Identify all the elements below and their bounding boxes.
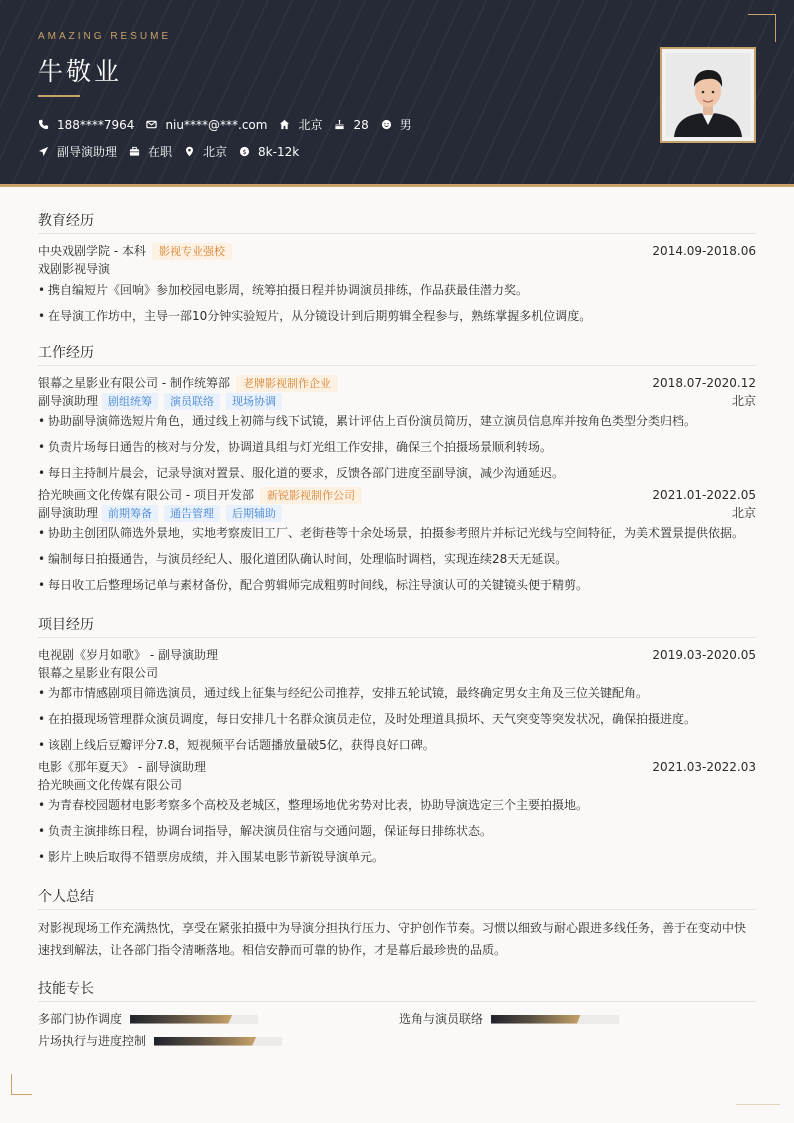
age-item xyxy=(334,118,368,132)
position-text: 副导演助理 xyxy=(57,145,118,159)
list-item: • 负责片场每日通告的核对与分发，协调道具组与灯光组工作安排，确保三个拍摄场景顺利转场。 xyxy=(38,438,756,456)
intent-city-text: 北京 xyxy=(203,145,228,159)
education-major: 戏剧影视导演 xyxy=(38,262,111,276)
project-company: 银幕之星影业有限公司 xyxy=(38,666,159,680)
skill-bar xyxy=(130,1015,258,1024)
status-item xyxy=(129,143,172,160)
job-period: 2018.07-2020.12 xyxy=(652,376,756,390)
job-company-tag: 新锐影视制作公司 xyxy=(260,487,362,504)
education-section xyxy=(38,214,756,325)
email-item xyxy=(146,118,267,132)
phone-text: 188****7964 xyxy=(57,117,135,132)
job-city: 北京 xyxy=(731,506,756,520)
list-item: • 在拍摄现场管理群众演员调度，每日安排几十名群众演员走位，及时处理道具损坏、天气突变等突发状况，确保拍摄进度。 xyxy=(38,710,756,728)
city-item xyxy=(279,116,322,133)
profile-photo xyxy=(660,47,756,143)
intent-row xyxy=(38,143,311,160)
briefcase-icon xyxy=(129,146,140,157)
section-title: 技能专长 xyxy=(38,982,756,1002)
resume-kicker: AMAZING RESUME xyxy=(38,31,172,42)
job-period: 2021.01-2022.05 xyxy=(652,488,756,502)
city-text: 北京 xyxy=(298,118,323,132)
skill-item xyxy=(38,1032,282,1050)
corner-ornament xyxy=(736,1104,780,1105)
list-item: • 该剧上线后豆瓣评分7.8，短视频平台话题播放量破5亿，获得良好口碑。 xyxy=(38,736,756,754)
list-item: • 协助主创团队筛选外景地，实地考察废旧工厂、老街巷等十余处场景，拍摄参考照片并标记光线与空间特征，为美术置景提供依据。 xyxy=(38,524,756,542)
skill-bar-fill xyxy=(154,1037,256,1046)
project-name: 电视剧《岁月如歌》 - 副导演助理 xyxy=(38,648,218,662)
job-city: 北京 xyxy=(731,394,756,408)
svg-text:$: $ xyxy=(242,147,247,156)
salary-text: 8k-12k xyxy=(258,144,300,159)
job-company: 拾光映画文化传媒有限公司 - 项目开发部 xyxy=(38,488,254,502)
candidate-name: 牛敬业 xyxy=(38,57,123,86)
email-icon xyxy=(146,119,157,130)
avatar xyxy=(666,53,750,137)
skill-tag: 演员联络 xyxy=(164,393,220,410)
skill-tag: 后期辅助 xyxy=(226,505,282,522)
position-item xyxy=(38,143,117,160)
contact-row xyxy=(38,116,424,133)
skill-tag: 现场协调 xyxy=(226,393,282,410)
list-item: • 为都市情感剧项目筛选演员，通过线上征集与经纪公司推荐，安排五轮试镜，最终确定男女主角及三位关键配角。 xyxy=(38,684,756,702)
job-role-row xyxy=(38,392,756,410)
cake-icon xyxy=(334,119,345,130)
job-header-row xyxy=(38,486,756,504)
phone-icon xyxy=(38,119,49,130)
corner-ornament xyxy=(11,1074,32,1095)
summary-section xyxy=(38,890,756,961)
job-header-row xyxy=(38,374,756,392)
skills-section xyxy=(38,982,756,1002)
section-title: 个人总结 xyxy=(38,890,756,910)
age-text: 28 xyxy=(353,117,369,132)
list-item: • 影片上映后取得不错票房成绩，并入围某电影节新锐导演单元。 xyxy=(38,848,756,866)
smile-icon xyxy=(381,119,392,130)
project-name: 电影《那年夏天》 - 副导演助理 xyxy=(38,760,206,774)
summary-text: 对影视现场工作充满热忱，享受在紧张拍摄中为导演分担执行压力、守护创作节奏。习惯以细致与耐心跟进多线任务，善于在变动中快速找到解法，让各部门指令清晰落地。相信安静而可靠的协作，才是幕后最珍贵的品质。 xyxy=(38,921,747,957)
job-role-row xyxy=(38,504,756,522)
school-tag: 影视专业强校 xyxy=(152,243,232,260)
list-item: • 每日收工后整理场记单与素材备份，配合剪辑师完成粗剪时间线，标注导演认可的关键镜头便于精剪。 xyxy=(38,576,756,594)
name-underline xyxy=(38,95,80,97)
intent-city-item xyxy=(184,143,227,160)
skill-tag: 前期筹备 xyxy=(102,505,158,522)
status-text: 在职 xyxy=(148,145,173,159)
list-item: • 为青春校园题材电影考察多个高校及老城区，整理场地优劣势对比表，协助导演选定三个主要拍摄地。 xyxy=(38,796,756,814)
work-section xyxy=(38,346,756,594)
gender-item xyxy=(381,116,412,133)
list-item: • 负责主演排练日程，协调台词指导，解决演员住宿与交通问题，保证每日排练状态。 xyxy=(38,822,756,840)
skill-bar xyxy=(154,1037,282,1046)
home-icon xyxy=(279,119,290,130)
corner-ornament xyxy=(748,14,776,42)
skill-tag: 通告管理 xyxy=(164,505,220,522)
project-period: 2021.03-2022.03 xyxy=(652,760,756,774)
skill-tag: 剧组统筹 xyxy=(102,393,158,410)
job-company-tag: 老牌影视制作企业 xyxy=(236,375,338,392)
person-portrait-icon xyxy=(666,53,750,137)
education-header-row xyxy=(38,242,756,260)
job-company: 银幕之星影业有限公司 - 制作统筹部 xyxy=(38,376,230,390)
resume-header xyxy=(0,0,794,184)
project-company: 拾光映画文化传媒有限公司 xyxy=(38,778,183,792)
project-header-row xyxy=(38,646,756,664)
job-role: 副导演助理 xyxy=(38,506,99,520)
skill-bar-fill xyxy=(130,1015,232,1024)
gender-text: 男 xyxy=(399,118,412,132)
skill-item xyxy=(399,1010,619,1028)
skill-name: 多部门协作调度 xyxy=(38,1012,123,1026)
list-item: • 协助副导演筛选短片角色，通过线上初筛与线下试镜，累计评估上百份演员简历，建立演员信息库并按角色类型分类归档。 xyxy=(38,412,756,430)
section-title: 项目经历 xyxy=(38,618,756,638)
education-period: 2014.09-2018.06 xyxy=(652,244,756,258)
money-icon xyxy=(239,146,250,157)
school-degree: 中央戏剧学院 - 本科 xyxy=(38,244,146,258)
salary-item xyxy=(239,145,299,159)
location-pin-icon xyxy=(184,146,195,157)
email-text: niu****@***.com xyxy=(165,117,268,132)
skill-name: 片场执行与进度控制 xyxy=(38,1034,147,1048)
list-item: • 携自编短片《回响》参加校园电影周，统筹拍摄日程并协调演员排练，作品获最佳潜力奖。 xyxy=(38,281,756,299)
skill-name: 选角与演员联络 xyxy=(399,1012,484,1026)
phone-item xyxy=(38,118,134,132)
skill-bar xyxy=(491,1015,619,1024)
job-role: 副导演助理 xyxy=(38,394,99,408)
projects-section xyxy=(38,618,756,866)
list-item: • 在导演工作坊中，主导一部10分钟实验短片，从分镜设计到后期剪辑全程参与，熟练掌握多机位调度。 xyxy=(38,307,756,325)
send-icon xyxy=(38,146,49,157)
header-divider xyxy=(0,184,794,187)
skill-bar-fill xyxy=(491,1015,581,1024)
section-title: 工作经历 xyxy=(38,346,756,366)
list-item: • 每日主持制片晨会，记录导演对置景、服化道的要求，反馈各部门进度至副导演，减少沟通延迟。 xyxy=(38,464,756,482)
section-title: 教育经历 xyxy=(38,214,756,234)
project-header-row xyxy=(38,758,756,776)
project-period: 2019.03-2020.05 xyxy=(652,648,756,662)
skill-item xyxy=(38,1010,258,1028)
list-item: • 编制每日拍摄通告，与演员经纪人、服化道团队确认时间，处理临时调档，实现连续28天无延误。 xyxy=(38,550,756,568)
